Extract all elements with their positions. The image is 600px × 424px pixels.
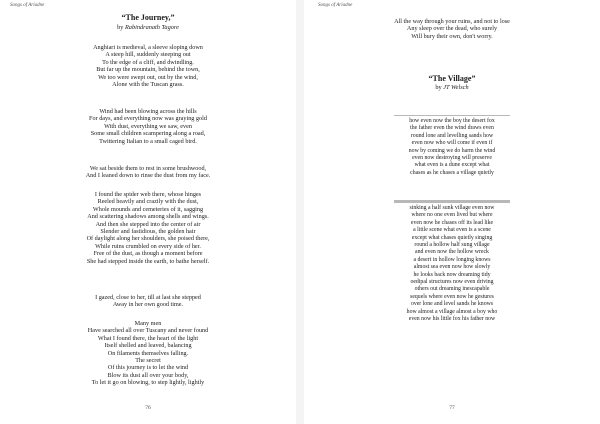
poem-line: While ruins crumbled on every side of her.	[95, 242, 201, 250]
stanza-2	[0, 108, 296, 145]
page-number-left: 76	[145, 405, 151, 411]
poem-line: over lone and level sands he knows	[410, 301, 494, 308]
poem-line: sinking a half sunk village even now	[409, 205, 495, 211]
poem-line: Free of the dust, as though a moment before	[93, 250, 203, 258]
poem-line: Twittering Italian to a small caged bird.	[99, 137, 197, 145]
poem-line: On filaments themselves falling.	[107, 349, 189, 357]
poem-byline-journey	[0, 24, 296, 32]
poem-line: round lone and levelling sands how	[410, 132, 494, 139]
poem-line: almost sea even now how slowly	[413, 264, 491, 271]
poem-line: oedipal structures now even driving	[410, 279, 494, 286]
poem-line: the father even the wind draws even	[410, 125, 494, 132]
poem-title-village: “The Village”	[428, 74, 476, 83]
poem-line: Some small children scampering along a road,	[90, 130, 206, 138]
column-right-divider	[394, 201, 510, 203]
poem-line: and even now the hollow wreck	[415, 249, 489, 256]
left-page	[0, 0, 296, 424]
poem-line: To the edge of a cliff, and dwindling.	[102, 58, 194, 66]
poem-line: Away in her own good time.	[112, 301, 184, 309]
poem-line: Reeled heavily and crazily with the dust,	[97, 198, 199, 206]
poem-line: We too were swept out, out by the wind,	[98, 73, 198, 81]
poem-line: To let it go on blowing, to step lightly, lightly	[91, 379, 205, 387]
poem-line: Will bury their own, don't worry.	[411, 32, 493, 40]
poem-line: Have searched all over Tuscany and never found	[87, 327, 209, 335]
poem-line: A steep hill, suddenly steeping out	[105, 51, 191, 59]
byline-author-welsch: JT Welsch	[443, 84, 469, 91]
running-head-right: Songs of Ariadne	[318, 3, 353, 8]
poem-line: For days, and everything now was graying gold	[89, 115, 207, 123]
byline-prefix: by	[435, 84, 442, 91]
poem-line: Slender and fastidious, the golden hair	[100, 228, 196, 236]
poem-line: except what chases quietly singing	[411, 234, 493, 241]
poem-title-journey: “The Journey,”	[121, 13, 175, 22]
column-right	[364, 205, 540, 324]
poem-line: even now he chases off its lead like	[410, 219, 494, 226]
poem-line: Anghiari is medieval, a sleeve sloping down	[93, 44, 203, 51]
stanza-1	[0, 44, 296, 88]
poem-line: others out dreaming inescapable	[414, 286, 490, 293]
poem-line: And I leaned down to rinse the dust from my face.	[85, 172, 211, 180]
poem-line: I found the spider web there, whose hinges	[94, 191, 202, 198]
poem-line: Any sleep over the dead, who surely	[406, 25, 498, 33]
stanza-5	[0, 294, 296, 309]
poem-line: even now who will come if even if	[411, 140, 493, 147]
page-number-right: 77	[449, 405, 455, 411]
poem-line: how even now the boy the desert fox	[409, 118, 495, 124]
right-page	[304, 0, 600, 424]
poem-line: With dust, everything we saw, even	[104, 122, 192, 130]
poem-line: All the way through your ruins, and not to lose	[394, 18, 510, 25]
poem-line: a desert in hollow longing knows	[413, 256, 491, 263]
byline-author-tagore: Rabindranath Tagore	[124, 24, 179, 31]
poem-line: The secret	[135, 357, 161, 365]
poem-line: Alone with the Tuscan grass.	[112, 81, 184, 89]
stanza-3	[0, 165, 296, 180]
poem-line: Whole mounds and cemeteries of it, sagging	[92, 205, 204, 213]
poem-line: now by coming we do harm the wind	[408, 147, 496, 154]
stanza-6	[0, 320, 296, 387]
poem-line: Many men	[134, 320, 162, 327]
poem-line: She had stepped inside the earth, to bathe herself.	[86, 257, 210, 265]
running-head-left: Songs of Ariadne	[10, 3, 45, 8]
poem-line: Of this journey is to let the wind	[107, 364, 189, 372]
stanza-4	[0, 191, 296, 265]
poem-line: But far up the mountain, behind the town,	[96, 66, 200, 74]
poem-line: where no one even lived but where	[411, 212, 493, 219]
poem-line: round a hollow half sung village	[414, 242, 490, 249]
poem-line: what even is a dune except what	[414, 162, 490, 169]
column-left	[364, 118, 540, 177]
poem-line: how almost a village almost a boy who	[406, 308, 498, 315]
poem-line: I gazed, close to her, till at last she stepped	[95, 294, 201, 301]
poem-line: he looks back now dreaming tidy	[413, 271, 491, 278]
byline-prefix: by	[117, 24, 124, 31]
continuation-stanza	[304, 18, 600, 40]
poem-line: Blow its dust all over your body,	[107, 371, 189, 379]
poem-line: a little scene what even is a scene	[413, 227, 491, 234]
poem-line: even now destroying will preserve	[412, 155, 492, 162]
book-gutter	[296, 0, 304, 424]
poem-line: even now his little fox his father now	[408, 316, 496, 323]
poem-line: And scattering shadows among shells and wings.	[87, 213, 209, 221]
poem-line: Wind had been blowing across the hills	[99, 108, 197, 115]
poem-line: What I found there, the heart of the light	[97, 334, 199, 342]
poem-byline-village	[304, 84, 600, 92]
poem-line: Itself shelled and leaved, balancing	[104, 342, 192, 350]
poem-line: chases as he chases a village quietly	[410, 169, 494, 176]
poem-line: We sat beside them to rest in some brushwood,	[89, 165, 207, 172]
poem-line: And then she stepped into the center of air	[95, 220, 201, 228]
poem-line: sequels where even now he gestures	[410, 293, 494, 300]
poem-line: Of daylight along her shoulders, she poised there,	[86, 235, 210, 243]
